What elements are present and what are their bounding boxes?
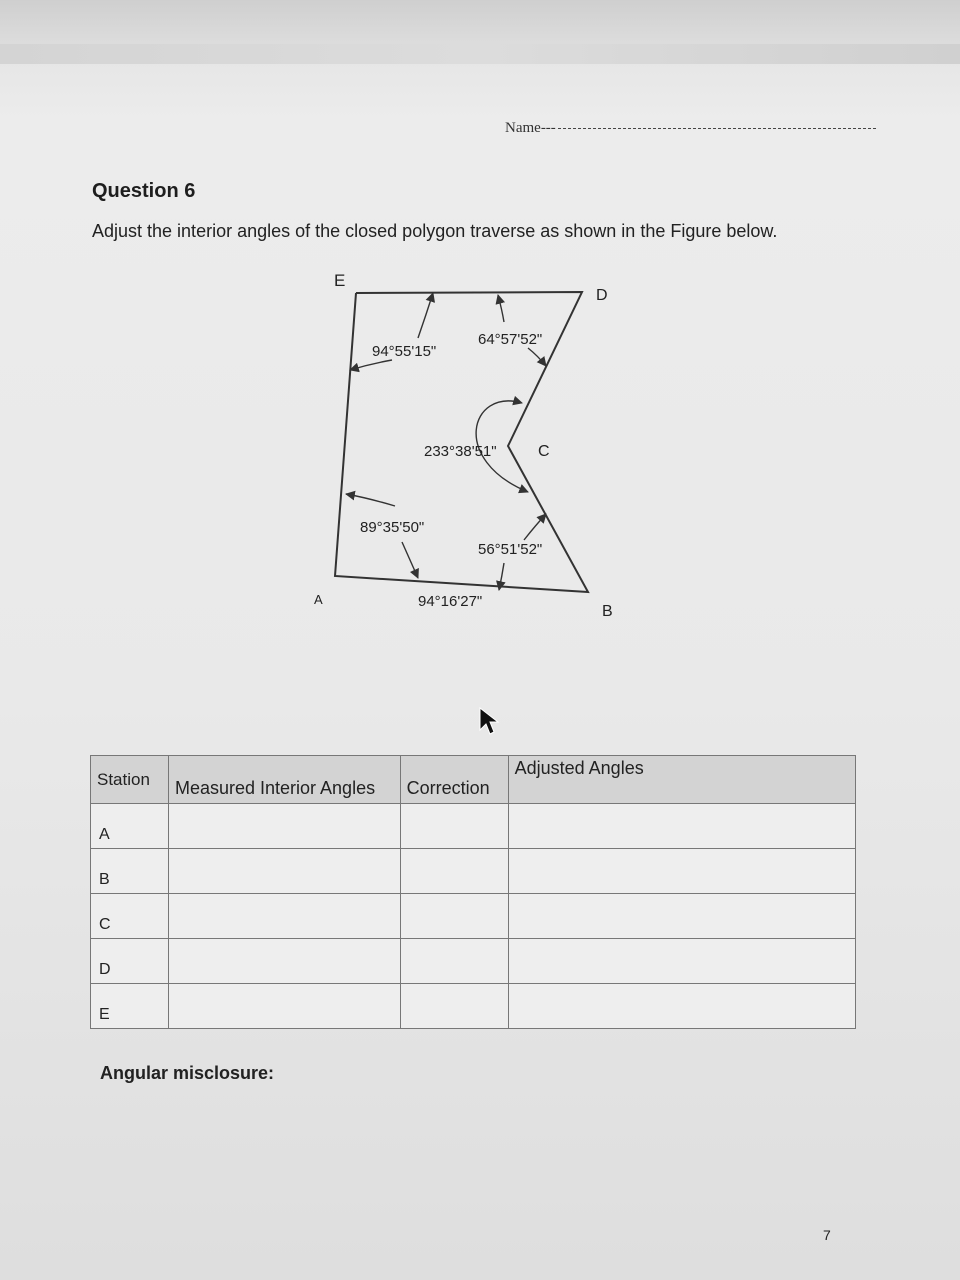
correction-cell (400, 804, 508, 849)
traverse-polygon (335, 292, 588, 592)
angle-value-a: 89°35'50" (360, 519, 425, 536)
name-label: Name--- (505, 120, 556, 136)
angle-arrow-d-top (498, 295, 504, 322)
station-cell: C (91, 894, 169, 939)
station-cell: E (91, 984, 169, 1029)
angle-arrow-b-upper (524, 514, 546, 540)
adjusted-cell (508, 804, 855, 849)
adjusted-cell (508, 984, 855, 1029)
question-title: Question 6 (92, 180, 196, 202)
correction-cell (400, 939, 508, 984)
station-label-e: E (334, 271, 346, 290)
question-text: Adjust the interior angles of the closed polygon traverse as shown in the Figure below. (92, 221, 778, 241)
angle-arrow-a-down (402, 542, 418, 578)
adjusted-cell (508, 939, 855, 984)
station-cell: D (91, 939, 169, 984)
measured-cell (168, 849, 400, 894)
station-cell: A (91, 804, 169, 849)
name-blank-line (558, 128, 876, 129)
measured-cell (168, 939, 400, 984)
measured-cell (168, 804, 400, 849)
angle-value-c: 233°38'51" (424, 443, 497, 460)
header-adjusted: Adjusted Angles (508, 756, 855, 804)
correction-cell (400, 849, 508, 894)
station-label-a: A (314, 592, 323, 607)
monitor-bezel (0, 0, 960, 46)
measured-cell (168, 894, 400, 939)
correction-cell (400, 894, 508, 939)
screen-edge-bar (0, 44, 960, 64)
adjusted-cell (508, 894, 855, 939)
table-row (91, 849, 856, 894)
mouse-pointer-icon (478, 706, 500, 736)
station-cell: B (91, 849, 169, 894)
station-label-c: C (538, 443, 550, 460)
angle-arrow-e-top (418, 293, 433, 338)
angle-value-b-lower: 94°16'27" (418, 593, 483, 610)
measured-cell (168, 984, 400, 1029)
table-header-row (91, 756, 856, 804)
adjusted-cell (508, 849, 855, 894)
angle-arrow-e-left (350, 360, 392, 370)
page-number: 7 (823, 1227, 831, 1243)
table-row (91, 984, 856, 1029)
angular-misclosure-label: Angular misclosure: (100, 1063, 275, 1083)
angle-value-d: 64°57'52" (478, 331, 543, 348)
table-row (91, 939, 856, 984)
station-label-d: D (596, 287, 608, 304)
traverse-figure (290, 260, 650, 630)
angles-table (90, 755, 856, 1029)
angle-arrow-d-right (528, 348, 546, 366)
table-row (91, 894, 856, 939)
angle-value-e: 94°55'15" (372, 343, 437, 360)
header-correction: Correction (400, 756, 508, 804)
station-label-b: B (602, 603, 613, 620)
header-measured: Measured Interior Angles (168, 756, 400, 804)
name-field (505, 120, 876, 137)
table-row (91, 804, 856, 849)
header-station: Station (91, 756, 169, 804)
correction-cell (400, 984, 508, 1029)
angle-arrow-a-left (346, 494, 395, 506)
angle-value-b-upper: 56°51'52" (478, 541, 543, 558)
